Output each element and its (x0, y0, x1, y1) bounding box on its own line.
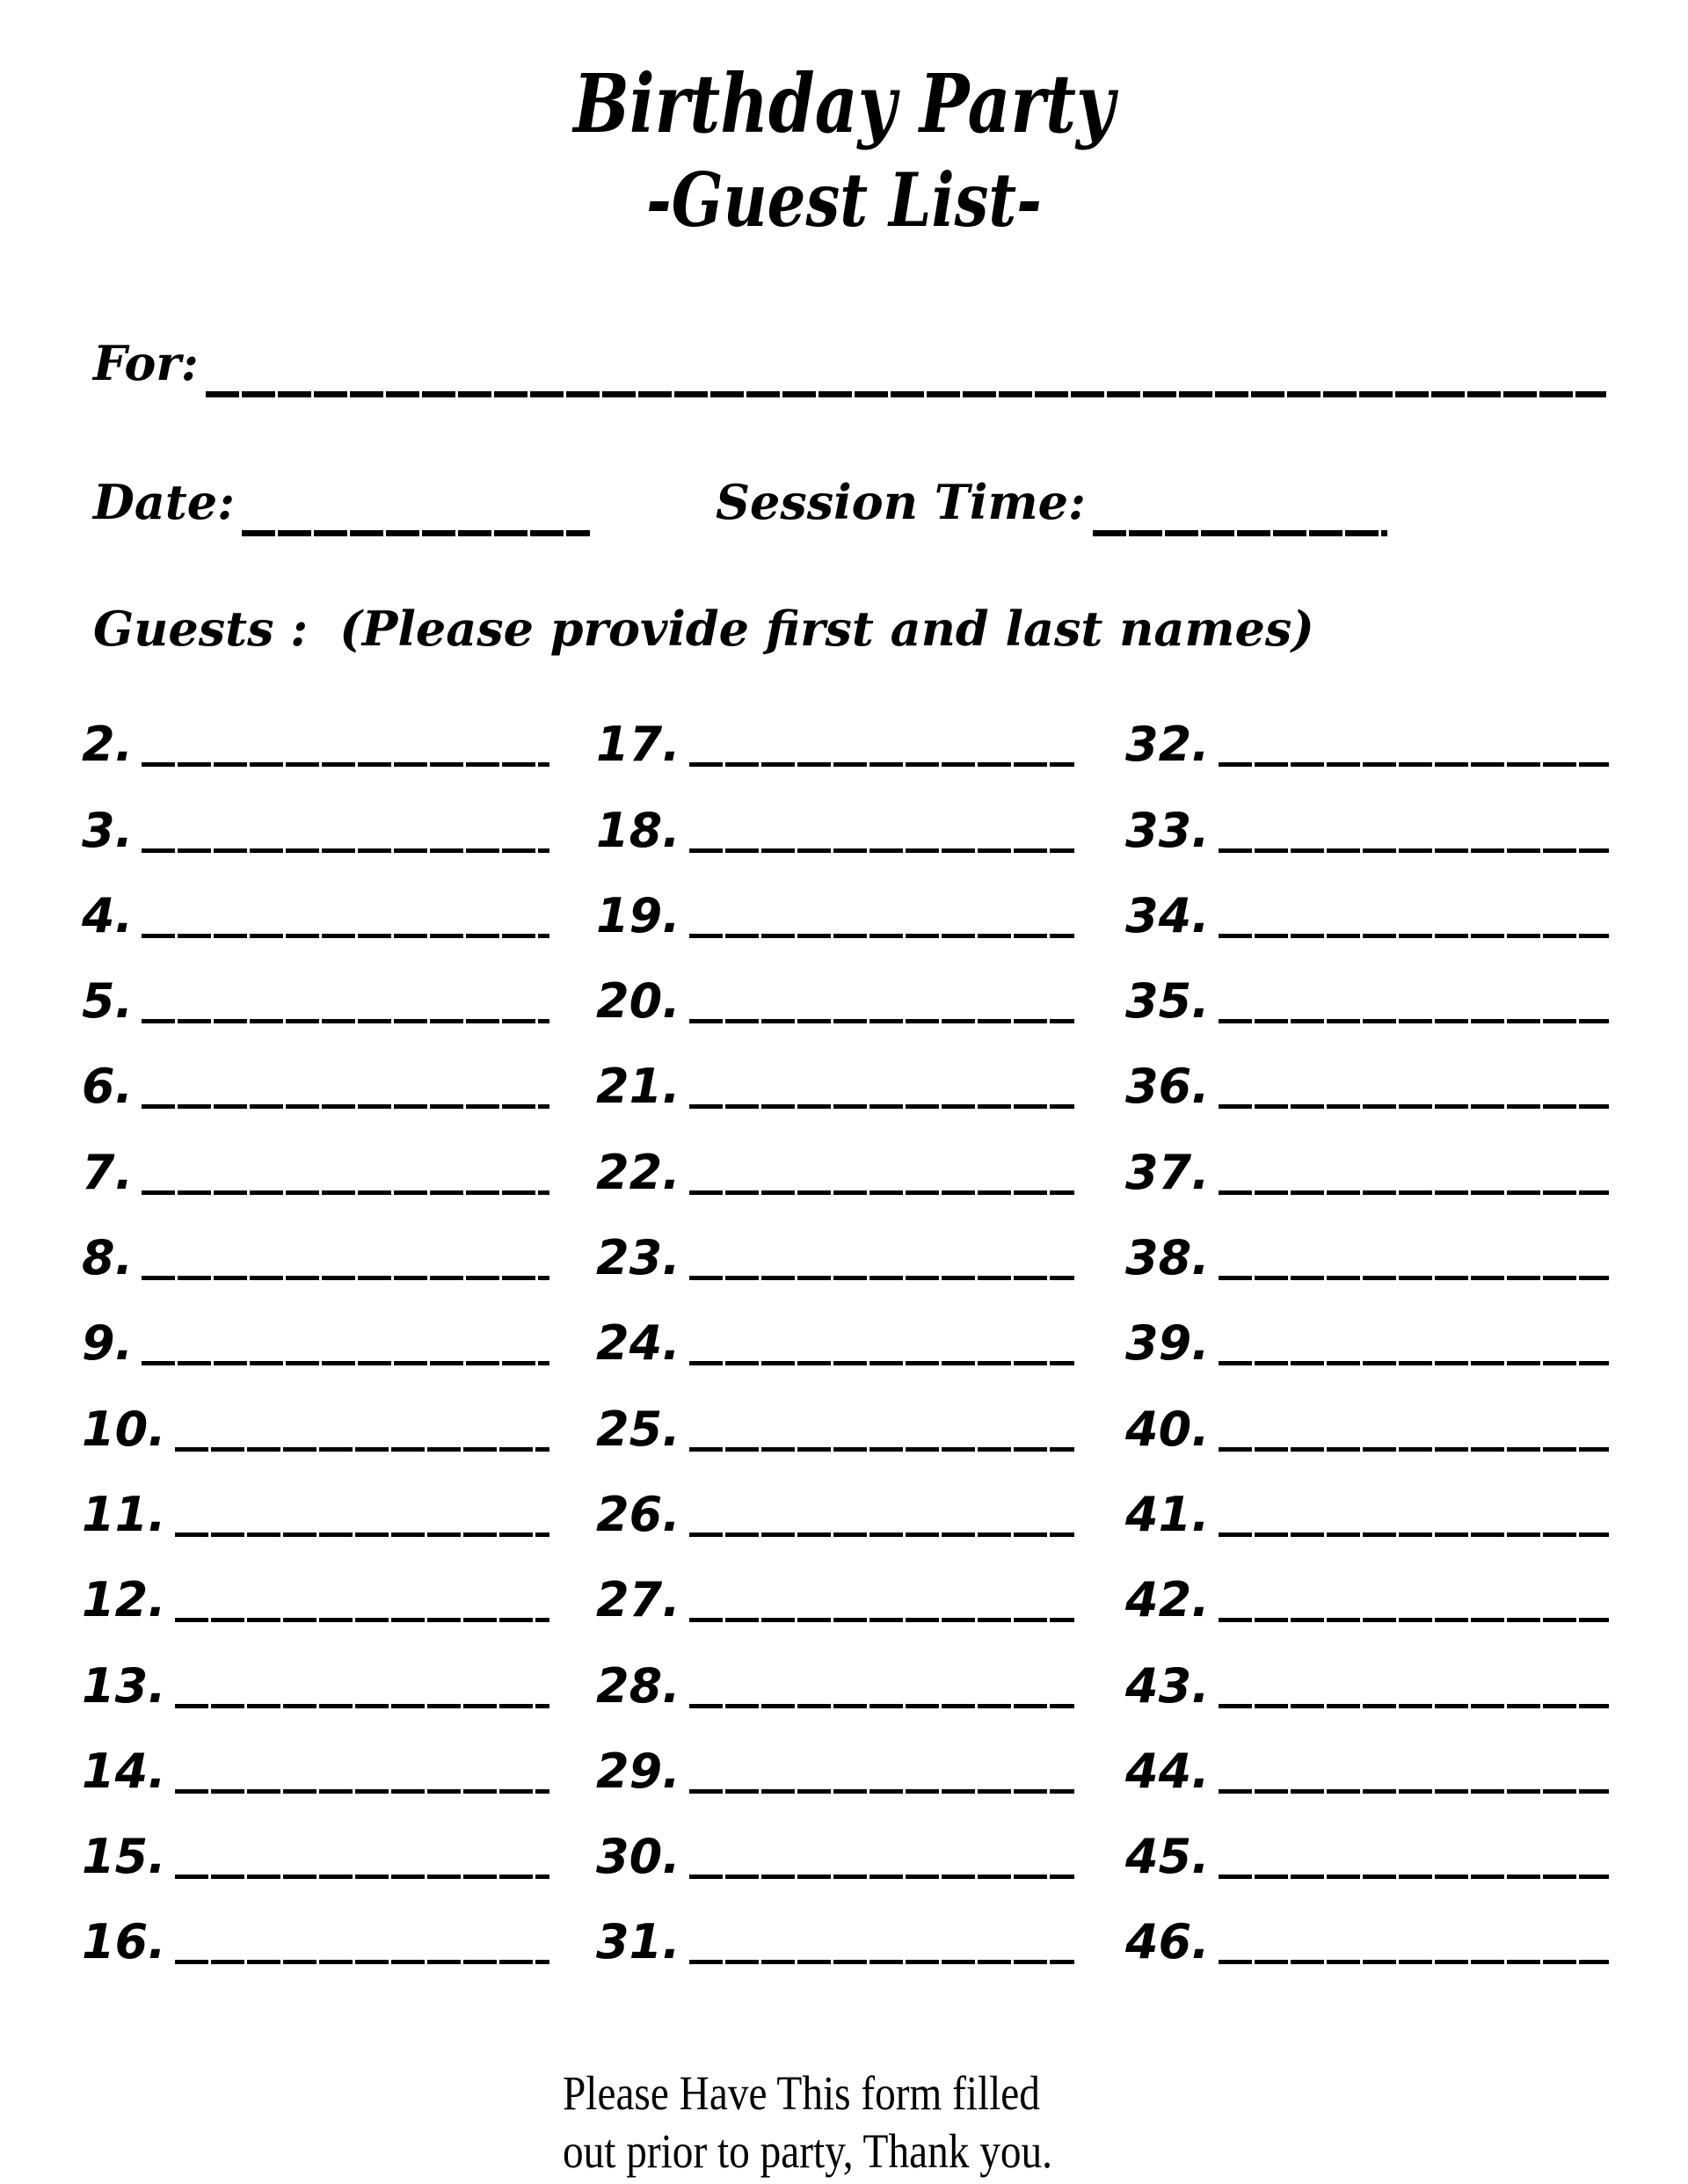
guest-number: 46. (1125, 1914, 1210, 1970)
date-field-row (93, 475, 590, 531)
guest-name-blank-line (689, 1361, 1074, 1365)
guest-row (82, 1743, 549, 1831)
guest-name-blank-line (689, 1532, 1074, 1537)
guest-row (82, 1914, 549, 2002)
guest-number: 31. (596, 1914, 680, 1970)
for-blank-line (206, 391, 1606, 397)
guest-name-blank-line (142, 1361, 549, 1365)
guest-number: 7. (82, 1144, 134, 1200)
footer-note-line2: out prior to party, Thank you. (563, 2124, 1053, 2178)
guest-name-blank-line (689, 848, 1074, 853)
guests-heading (93, 601, 1314, 658)
guest-row (596, 1572, 1074, 1660)
guest-number: 15. (82, 1829, 166, 1885)
guest-row (82, 719, 549, 804)
guest-name-blank-line (1219, 1019, 1609, 1023)
guest-row (596, 1403, 1074, 1489)
guest-name-blank-line (1219, 848, 1609, 853)
session-time-blank-line (1093, 530, 1387, 536)
guest-name-blank-line (1219, 762, 1609, 767)
guest-number: 23. (596, 1230, 680, 1286)
guest-name-blank-line (175, 1789, 549, 1794)
guest-name-blank-line (689, 1960, 1074, 1964)
guest-number: 30. (596, 1829, 680, 1885)
guest-row (1125, 1144, 1609, 1232)
guest-row (596, 1914, 1074, 2002)
guest-name-blank-line (689, 1447, 1074, 1452)
guest-name-blank-line (175, 1960, 549, 1964)
guest-row (596, 1315, 1074, 1403)
guests-note: (Please provide first and last names) (339, 601, 1314, 657)
guest-name-blank-line (1219, 1447, 1609, 1452)
guest-name-blank-line (142, 1104, 549, 1109)
guest-row (1125, 1572, 1609, 1660)
guest-row (82, 1230, 549, 1318)
guest-number: 36. (1125, 1059, 1210, 1115)
guest-column-1 (82, 719, 549, 2002)
guest-row (1125, 887, 1609, 976)
footer-note-line1: Please Have This form filled (563, 2066, 1040, 2120)
date-blank-line (242, 530, 590, 536)
guest-name-blank-line (175, 1618, 549, 1622)
guest-row (596, 1061, 1074, 1147)
guest-name-blank-line (1219, 1361, 1609, 1365)
guest-row (82, 887, 549, 976)
guest-name-blank-line (689, 1789, 1074, 1794)
guest-number: 38. (1125, 1230, 1210, 1286)
guest-name-blank-line (142, 1019, 549, 1023)
guest-row (82, 1061, 549, 1147)
guest-number: 26. (596, 1486, 680, 1542)
guest-number: 5. (82, 973, 134, 1030)
guest-name-blank-line (142, 848, 549, 853)
guest-name-blank-line (1219, 1276, 1609, 1280)
guest-row (82, 1486, 549, 1575)
guest-name-blank-line (175, 1447, 549, 1452)
guest-number: 8. (82, 1230, 134, 1286)
guest-name-blank-line (1219, 1875, 1609, 1879)
guest-row (596, 887, 1074, 976)
guest-name-blank-line (689, 934, 1074, 938)
guest-row (82, 973, 549, 1061)
guest-number: 4. (82, 887, 134, 943)
guest-name-blank-line (689, 1019, 1074, 1023)
guest-number: 32. (1125, 717, 1210, 773)
guest-name-blank-line (142, 1190, 549, 1195)
guest-column-2 (596, 719, 1074, 2002)
guest-name-blank-line (142, 762, 549, 767)
guest-name-blank-line (689, 1190, 1074, 1195)
guest-number: 43. (1125, 1657, 1210, 1714)
guest-row (1125, 1914, 1609, 2002)
footer-note (563, 2064, 1052, 2180)
guest-number: 42. (1125, 1572, 1210, 1628)
guest-row (596, 1743, 1074, 1831)
guest-row (1125, 973, 1609, 1061)
guest-name-blank-line (689, 1875, 1074, 1879)
guest-number: 21. (596, 1059, 680, 1115)
guest-number: 9. (82, 1315, 134, 1372)
guest-name-blank-line (1219, 1104, 1609, 1109)
guest-number: 16. (82, 1914, 166, 1970)
guest-number: 39. (1125, 1315, 1210, 1372)
guest-number: 45. (1125, 1829, 1210, 1885)
guest-number: 27. (596, 1572, 680, 1628)
guest-name-blank-line (689, 1704, 1074, 1708)
guest-name-blank-line (689, 762, 1074, 767)
guest-row (596, 1831, 1074, 1917)
session-time-label: Session Time: (716, 474, 1086, 530)
guest-number: 12. (82, 1572, 166, 1628)
guest-row (596, 1657, 1074, 1745)
guest-number: 44. (1125, 1743, 1210, 1799)
guest-column-3 (1125, 719, 1609, 2002)
guest-name-blank-line (1219, 1960, 1609, 1964)
guest-name-blank-line (175, 1875, 549, 1879)
guest-number: 19. (596, 887, 680, 943)
guest-row (82, 1315, 549, 1403)
guest-number: 22. (596, 1144, 680, 1200)
guest-name-blank-line (1219, 1532, 1609, 1537)
guest-number: 20. (596, 973, 680, 1030)
guests-label: Guests : (93, 601, 309, 657)
guest-row (596, 973, 1074, 1061)
page-title: Birthday Party (573, 56, 1115, 151)
guest-number: 33. (1125, 802, 1210, 858)
for-field-row (93, 336, 1606, 392)
guest-row (1125, 804, 1609, 890)
guest-row (1125, 1657, 1609, 1745)
guest-row (1125, 1315, 1609, 1403)
guest-row (596, 1230, 1074, 1318)
guest-row (1125, 1403, 1609, 1489)
guest-name-blank-line (1219, 1190, 1609, 1195)
guest-row (82, 1144, 549, 1232)
guest-number: 40. (1125, 1401, 1210, 1457)
guest-name-blank-line (142, 1276, 549, 1280)
guest-number: 25. (596, 1401, 680, 1457)
guest-name-blank-line (1219, 1789, 1609, 1794)
guest-number: 24. (596, 1315, 680, 1372)
guest-row (1125, 1486, 1609, 1575)
guest-row (1125, 1831, 1609, 1917)
guest-number: 37. (1125, 1144, 1210, 1200)
guest-row (596, 719, 1074, 804)
guest-name-blank-line (1219, 1618, 1609, 1622)
guest-number: 17. (596, 717, 680, 773)
guest-name-blank-line (689, 1104, 1074, 1109)
guest-number: 34. (1125, 887, 1210, 943)
guest-row (1125, 719, 1609, 804)
guest-name-blank-line (689, 1276, 1074, 1280)
guest-number: 14. (82, 1743, 166, 1799)
guest-number: 28. (596, 1657, 680, 1714)
guest-name-blank-line (142, 934, 549, 938)
guest-number: 10. (82, 1401, 166, 1457)
guest-name-blank-line (689, 1618, 1074, 1622)
guest-row (82, 1572, 549, 1660)
guest-row (1125, 1230, 1609, 1318)
for-label: For: (93, 335, 199, 391)
guest-name-blank-line (1219, 934, 1609, 938)
session-time-field-row (716, 475, 1387, 531)
guest-number: 13. (82, 1657, 166, 1714)
guest-row (82, 1657, 549, 1745)
guest-number: 2. (82, 717, 134, 773)
date-label: Date: (93, 474, 236, 530)
guest-row (82, 804, 549, 890)
guest-number: 11. (82, 1486, 166, 1542)
guest-name-blank-line (1219, 1704, 1609, 1708)
guest-number: 35. (1125, 973, 1210, 1030)
guest-row (82, 1831, 549, 1917)
guest-row (596, 804, 1074, 890)
guest-number: 18. (596, 802, 680, 858)
guest-name-blank-line (175, 1532, 549, 1537)
guest-number: 41. (1125, 1486, 1210, 1542)
guest-row (596, 1144, 1074, 1232)
guest-number: 29. (596, 1743, 680, 1799)
page-subtitle: -Guest List- (646, 157, 1042, 244)
guest-row (1125, 1061, 1609, 1147)
guest-number: 6. (82, 1059, 134, 1115)
guest-number: 3. (82, 802, 134, 858)
guest-row (1125, 1743, 1609, 1831)
guest-row (82, 1403, 549, 1489)
guest-row (596, 1486, 1074, 1575)
guest-name-blank-line (175, 1704, 549, 1708)
